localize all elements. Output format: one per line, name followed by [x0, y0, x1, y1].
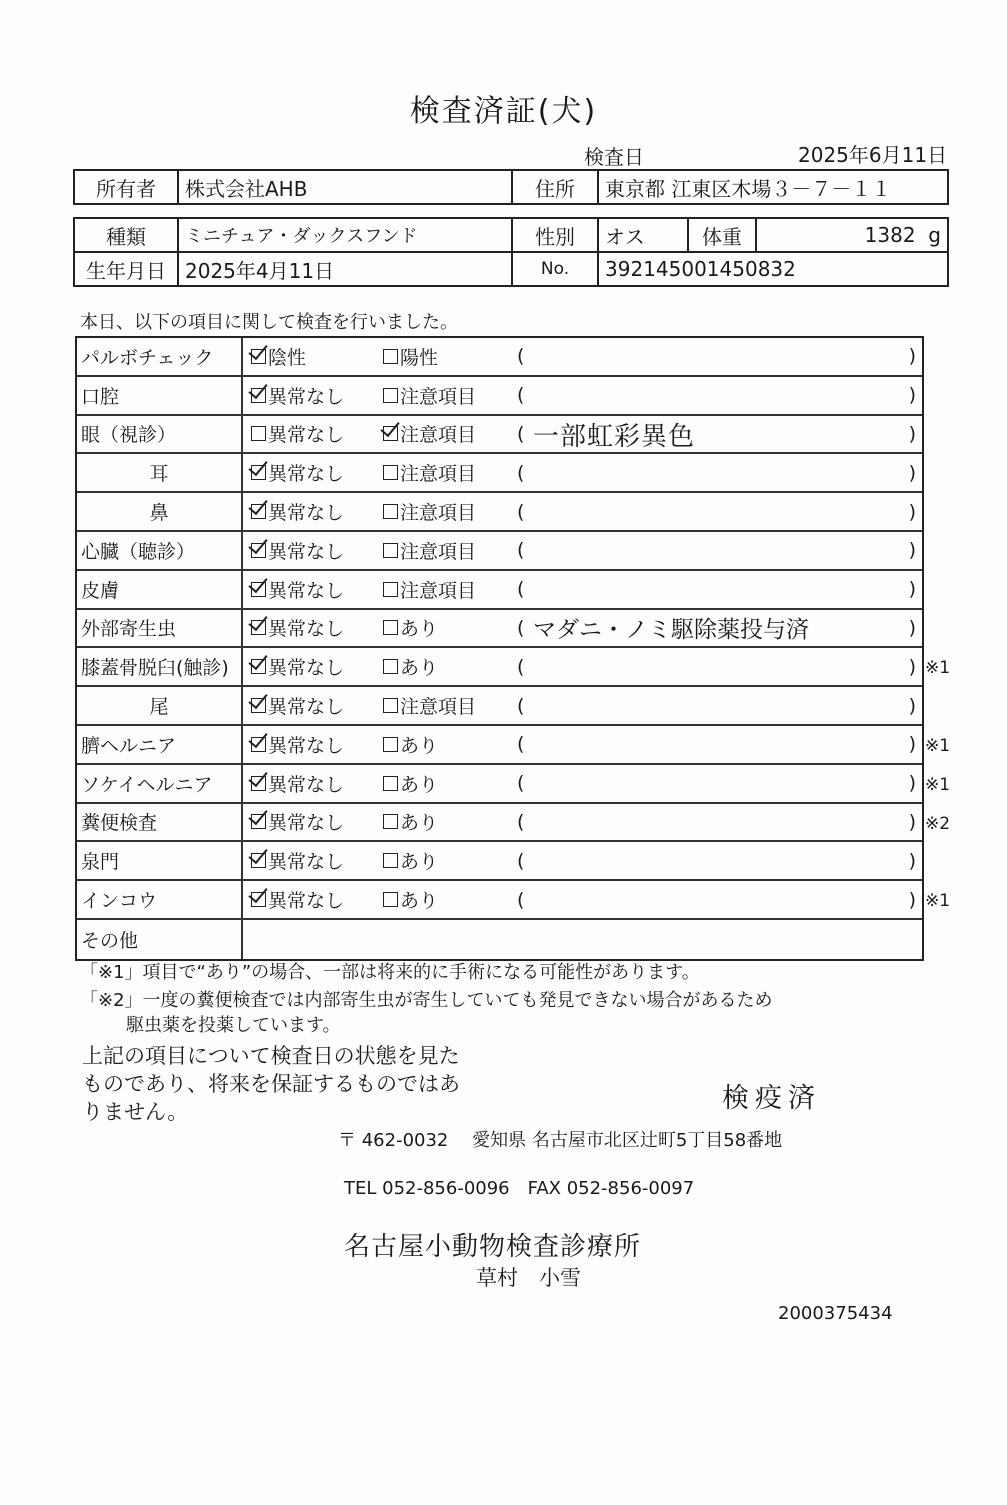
checkbox-checked-icon [251, 388, 266, 403]
inspection-note: 一部虹彩異色 [533, 421, 696, 452]
option-normal [251, 610, 344, 647]
option-label: 注意項目 [400, 385, 477, 408]
checkbox-checked-icon [251, 465, 266, 480]
option-attention [383, 687, 476, 724]
paren-close: ) [908, 694, 916, 717]
breed-value: ミニチュア・ダックスフンド [178, 218, 512, 252]
checkbox-empty-icon [383, 543, 398, 558]
inspection-row [77, 726, 922, 765]
paren-close: ) [908, 888, 916, 911]
exam-date-label: 検査日 [584, 145, 644, 169]
clinic-address: 〒 462-0032 愛知県 名古屋市北区辻町5丁目58番地 [338, 1130, 783, 1151]
option-label: 注意項目 [400, 502, 477, 525]
checkbox-checked-icon [251, 504, 266, 519]
inspection-item-label: 尾 [77, 687, 243, 724]
inspection-item-label: 眼（視診） [77, 416, 243, 453]
inspection-row [77, 881, 922, 920]
inspection-row [77, 687, 922, 726]
inspection-item-label: 鼻 [77, 493, 243, 530]
owner-label: 所有者 [74, 170, 178, 204]
checkbox-empty-icon [383, 814, 398, 829]
serial-number: 2000375434 [778, 1303, 893, 1324]
checkbox-empty-icon [383, 582, 398, 597]
disclaimer: 上記の項目について検査日の状態を見たものであり、将来を保証するものではありません。 [82, 1044, 460, 1124]
footnote-mark: ※1 [925, 891, 951, 912]
option-label: あり [400, 618, 439, 641]
option-label: 注意項目 [400, 424, 477, 447]
paren-open: ( [517, 849, 525, 872]
paren-open: ( [517, 500, 525, 523]
checkbox-checked-icon [251, 814, 266, 829]
option-label: 注意項目 [400, 696, 477, 719]
paren-close: ) [908, 772, 916, 795]
option-normal [251, 571, 344, 608]
option-attention [383, 532, 476, 569]
option-label: 異常なし [268, 618, 345, 641]
option-attention [383, 571, 476, 608]
weight-value: 1382 [864, 223, 916, 247]
inspection-item-label: ソケイヘルニア [77, 765, 243, 802]
option-label: 異常なし [268, 890, 345, 913]
option-label: 陽性 [400, 346, 439, 369]
inspection-item-label: パルボチェック [77, 338, 243, 375]
option-normal [251, 338, 306, 375]
number-value: 392145001450832 [598, 252, 948, 286]
inspection-grid [75, 336, 924, 961]
paren-open: ( [517, 616, 525, 639]
inspection-row [77, 842, 922, 881]
paren-close: ) [908, 539, 916, 562]
checkbox-checked-icon [251, 582, 266, 597]
option-label: 異常なし [268, 696, 345, 719]
inspection-note: マダニ・ノミ駆除薬投与済 [533, 617, 809, 644]
paren-open: ( [517, 539, 525, 562]
checkbox-empty-icon [383, 892, 398, 907]
paren-open: ( [517, 733, 525, 756]
paren-open: ( [517, 422, 525, 445]
option-label: 異常なし [268, 812, 345, 835]
option-attention [383, 338, 438, 375]
checkbox-empty-icon [383, 776, 398, 791]
quarantine-stamp: 検疫済 [722, 1083, 821, 1114]
option-attention [383, 610, 438, 647]
option-label: 異常なし [268, 424, 345, 447]
option-label: 異常なし [268, 502, 345, 525]
option-attention [383, 842, 438, 879]
paren-open: ( [517, 345, 525, 368]
checkbox-checked-icon [251, 737, 266, 752]
option-normal [251, 377, 344, 414]
other-label: その他 [77, 920, 243, 959]
option-label: あり [400, 657, 439, 680]
paren-close: ) [908, 655, 916, 678]
checkbox-empty-icon [383, 737, 398, 752]
footnote-1: 「※1」項目で“あり”の場合、一部は将来的に手術になる可能性があります。 [80, 962, 700, 983]
inspection-row [77, 416, 922, 455]
checkbox-empty-icon [251, 426, 266, 441]
paren-close: ) [908, 616, 916, 639]
option-label: 異常なし [268, 851, 345, 874]
paren-close: ) [908, 345, 916, 368]
number-label: No. [512, 252, 598, 286]
owner-table [73, 169, 949, 205]
sex-label: 性別 [512, 218, 598, 252]
paren-open: ( [517, 772, 525, 795]
inspection-row [77, 532, 922, 571]
inspection-row [77, 765, 922, 804]
checkbox-checked-icon [251, 349, 266, 364]
option-label: 異常なし [268, 385, 345, 408]
paren-open: ( [517, 384, 525, 407]
checkbox-checked-icon [383, 426, 398, 441]
inspection-row [77, 804, 922, 843]
document-title: 検査済証(犬) [409, 94, 598, 129]
inspection-item-label: 糞便検査 [77, 804, 243, 841]
paren-open: ( [517, 810, 525, 833]
option-attention [383, 726, 438, 763]
paren-open: ( [517, 694, 525, 717]
footnote-2-cont: 駆虫薬を投薬しています。 [126, 1015, 341, 1036]
birth-label: 生年月日 [74, 252, 178, 286]
option-label: 注意項目 [400, 463, 477, 486]
option-label: 異常なし [268, 734, 345, 757]
inspection-item-label: 外部寄生虫 [77, 610, 243, 647]
inspection-item-label: 膝蓋骨脱臼(触診) [77, 648, 243, 685]
checkbox-empty-icon [383, 659, 398, 674]
option-label: 異常なし [268, 773, 345, 796]
option-attention [383, 493, 476, 530]
intro-text: 本日、以下の項目に関して検査を行いました。 [80, 312, 458, 333]
inspection-row-other [77, 920, 922, 959]
option-label: 注意項目 [400, 579, 477, 602]
option-label: あり [400, 734, 439, 757]
checkbox-checked-icon [251, 543, 266, 558]
option-normal [251, 493, 344, 530]
option-normal [251, 648, 344, 685]
option-normal [251, 687, 344, 724]
checkbox-checked-icon [251, 698, 266, 713]
option-label: 注意項目 [400, 540, 477, 563]
option-label: 異常なし [268, 579, 345, 602]
weight-cell [756, 218, 948, 252]
option-attention [383, 881, 438, 918]
inspection-item-label: 泉門 [77, 842, 243, 879]
option-normal [251, 842, 344, 879]
option-label: あり [400, 773, 439, 796]
option-attention [383, 765, 438, 802]
option-normal [251, 726, 344, 763]
clinic-phone: TEL 052-856-0096 FAX 052-856-0097 [344, 1178, 695, 1199]
inspection-row [77, 377, 922, 416]
option-attention [383, 648, 438, 685]
checkbox-empty-icon [383, 853, 398, 868]
paren-close: ) [908, 461, 916, 484]
paren-close: ) [908, 578, 916, 601]
footnote-mark: ※1 [925, 774, 951, 795]
checkbox-checked-icon [251, 659, 266, 674]
paren-open: ( [517, 655, 525, 678]
option-normal [251, 416, 344, 453]
checkbox-empty-icon [383, 698, 398, 713]
checkbox-empty-icon [383, 465, 398, 480]
option-normal [251, 804, 344, 841]
paren-close: ) [908, 849, 916, 872]
option-label: 異常なし [268, 657, 345, 680]
option-attention [383, 454, 476, 491]
option-label: 陰性 [268, 346, 307, 369]
option-label: 異常なし [268, 540, 345, 563]
birth-value: 2025年4月11日 [178, 252, 512, 286]
option-label: 異常なし [268, 463, 345, 486]
footnote-mark: ※1 [925, 658, 951, 679]
footnote-mark: ※2 [925, 813, 951, 834]
inspection-row [77, 610, 922, 649]
inspection-row [77, 493, 922, 532]
clinic-name: 名古屋小動物検査診療所 [344, 1232, 642, 1262]
footnote-2: 「※2」一度の糞便検査では内部寄生虫が寄生していても発見できない場合があるため [80, 990, 773, 1011]
footnote-mark: ※1 [925, 736, 951, 756]
option-normal [251, 881, 344, 918]
paren-open: ( [517, 461, 525, 484]
inspection-row [77, 571, 922, 610]
option-attention [383, 804, 438, 841]
checkbox-checked-icon [251, 776, 266, 791]
inspection-row [77, 454, 922, 493]
paren-open: ( [517, 888, 525, 911]
option-label: あり [400, 851, 439, 874]
inspection-item-label: インコウ [77, 881, 243, 918]
weight-label: 体重 [688, 218, 756, 252]
checkbox-checked-icon [251, 620, 266, 635]
animal-table [73, 217, 949, 287]
exam-date-value: 2025年6月11日 [798, 143, 948, 167]
option-normal [251, 765, 344, 802]
paren-close: ) [908, 733, 916, 756]
paren-open: ( [517, 578, 525, 601]
paren-close: ) [908, 384, 916, 407]
inspection-item-label: 臍ヘルニア [77, 726, 243, 763]
inspection-row [77, 338, 922, 377]
checkbox-empty-icon [383, 388, 398, 403]
option-attention [383, 416, 476, 453]
option-normal [251, 454, 344, 491]
checkbox-empty-icon [383, 620, 398, 635]
paren-close: ) [908, 810, 916, 833]
inspection-row [77, 648, 922, 687]
inspection-item-label: 皮膚 [77, 571, 243, 608]
inspection-item-label: 心臓（聴診） [77, 532, 243, 569]
sex-value: オス [598, 218, 688, 252]
option-label: あり [400, 812, 439, 835]
option-attention [383, 377, 476, 414]
option-label: あり [400, 890, 439, 913]
inspector-name: 草村 小雪 [476, 1266, 581, 1290]
owner-value: 株式会社AHB [178, 170, 512, 204]
inspection-item-label: 口腔 [77, 377, 243, 414]
weight-unit: g [928, 223, 941, 247]
address-value: 東京都 江東区木場３－７－１１ [598, 170, 948, 204]
inspection-item-label: 耳 [77, 454, 243, 491]
paren-close: ) [908, 500, 916, 523]
breed-label: 種類 [74, 218, 178, 252]
checkbox-checked-icon [251, 892, 266, 907]
address-label: 住所 [512, 170, 598, 204]
option-normal [251, 532, 344, 569]
checkbox-checked-icon [251, 853, 266, 868]
checkbox-empty-icon [383, 349, 398, 364]
paren-close: ) [908, 422, 916, 445]
checkbox-empty-icon [383, 504, 398, 519]
